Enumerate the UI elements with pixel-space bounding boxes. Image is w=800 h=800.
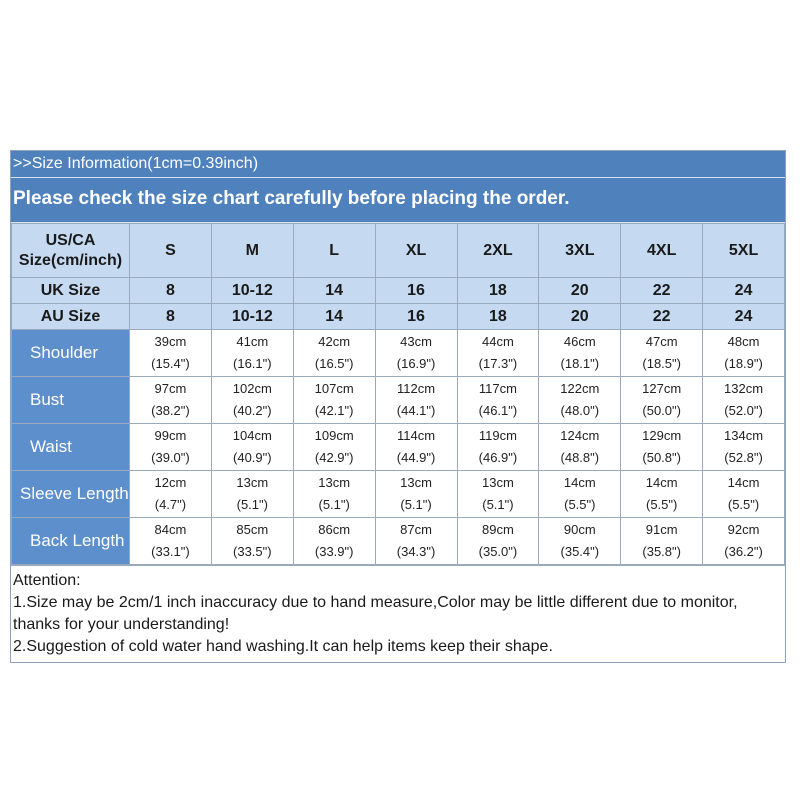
measurement-label: Sleeve Length bbox=[12, 471, 130, 518]
measurement-cell bbox=[621, 424, 703, 471]
measurement-cell bbox=[211, 424, 293, 471]
measurement-cell bbox=[457, 330, 539, 377]
cm-value: 42cm bbox=[318, 334, 351, 349]
au-size-label: AU Size bbox=[12, 304, 130, 330]
cm-value: 14cm bbox=[563, 475, 596, 490]
inch-value: (48.0") bbox=[560, 403, 600, 418]
cm-value: 107cm bbox=[314, 381, 354, 396]
cm-value: 46cm bbox=[563, 334, 596, 349]
measurement-cell bbox=[130, 330, 212, 377]
uk-size-row bbox=[12, 278, 785, 304]
size-chart bbox=[10, 150, 786, 663]
cm-value: 122cm bbox=[560, 381, 600, 396]
cm-value: 13cm bbox=[482, 475, 514, 490]
measurement-cell bbox=[621, 377, 703, 424]
measurement-cell bbox=[211, 518, 293, 565]
measurement-cell bbox=[703, 424, 785, 471]
inch-value: (5.5") bbox=[646, 497, 678, 512]
attention-notes bbox=[11, 565, 785, 662]
uk-size-cell: 20 bbox=[539, 278, 621, 304]
measurement-cell bbox=[703, 330, 785, 377]
inch-value: (4.7") bbox=[154, 497, 187, 512]
inch-value: (33.1") bbox=[151, 544, 190, 559]
au-size-cell: 16 bbox=[375, 304, 457, 330]
cm-value: 119cm bbox=[478, 428, 517, 443]
measurement-cell bbox=[211, 377, 293, 424]
measurement-row bbox=[12, 330, 785, 377]
measurement-row bbox=[12, 424, 785, 471]
measurement-cell bbox=[130, 377, 212, 424]
inch-value: (46.1") bbox=[478, 403, 518, 418]
uk-size-cell: 22 bbox=[621, 278, 703, 304]
inch-value: (35.4") bbox=[560, 544, 600, 559]
inch-value: (50.0") bbox=[642, 403, 681, 418]
au-size-cell: 18 bbox=[457, 304, 539, 330]
inch-value: (17.3") bbox=[478, 356, 518, 371]
cm-value: 86cm bbox=[318, 522, 351, 537]
measurement-label: Back Length bbox=[12, 518, 130, 565]
measurement-cell bbox=[703, 471, 785, 518]
measurement-label: Shoulder bbox=[12, 330, 130, 377]
size-header-cell: 3XL bbox=[539, 224, 621, 278]
inch-value: (15.4") bbox=[151, 356, 190, 371]
measurement-row bbox=[12, 471, 785, 518]
au-size-cell: 14 bbox=[293, 304, 375, 330]
inch-value: (38.2") bbox=[151, 403, 190, 418]
uk-size-cell: 18 bbox=[457, 278, 539, 304]
attention-note-1: 1.Size may be 2cm/1 inch inaccuracy due to hand measure,Color may be little different due to monitor, thanks for your understanding! bbox=[13, 594, 738, 633]
cm-value: 14cm bbox=[645, 475, 678, 490]
inch-value: (50.8") bbox=[642, 450, 681, 465]
cm-value: 129cm bbox=[642, 428, 682, 443]
size-info-banner: >>Size Information(1cm=0.39inch) bbox=[11, 151, 785, 178]
inch-value: (16.5") bbox=[314, 356, 354, 371]
uk-size-cell: 14 bbox=[293, 278, 375, 304]
measurement-cell bbox=[703, 518, 785, 565]
cm-value: 47cm bbox=[645, 334, 678, 349]
inch-value: (5.5") bbox=[727, 497, 760, 512]
measurement-cell bbox=[457, 471, 539, 518]
cm-value: 134cm bbox=[724, 428, 764, 443]
inch-value: (18.1") bbox=[560, 356, 600, 371]
inch-value: (18.5") bbox=[642, 356, 681, 371]
inch-value: (42.1") bbox=[314, 403, 354, 418]
cm-value: 85cm bbox=[236, 522, 269, 537]
cm-value: 41cm bbox=[236, 334, 269, 349]
measurement-cell bbox=[539, 518, 621, 565]
size-table bbox=[11, 223, 785, 565]
cm-value: 127cm bbox=[642, 381, 682, 396]
measurement-cell bbox=[293, 471, 375, 518]
instruction-banner: Please check the size chart carefully before placing the order. bbox=[11, 178, 785, 223]
cm-value: 43cm bbox=[400, 334, 432, 349]
cm-value: 124cm bbox=[560, 428, 600, 443]
measurement-cell bbox=[457, 424, 539, 471]
measurement-cell bbox=[375, 518, 457, 565]
inch-value: (18.9") bbox=[724, 356, 763, 371]
inch-value: (36.2") bbox=[724, 544, 763, 559]
measurement-cell bbox=[211, 330, 293, 377]
cm-value: 97cm bbox=[154, 381, 187, 396]
uk-size-label: UK Size bbox=[12, 278, 130, 304]
measurement-cell bbox=[457, 518, 539, 565]
measurement-cell bbox=[293, 330, 375, 377]
cm-value: 44cm bbox=[482, 334, 514, 349]
cm-value: 14cm bbox=[727, 475, 760, 490]
measurement-label: Waist bbox=[12, 424, 130, 471]
measurement-cell bbox=[130, 518, 212, 565]
size-header-cell: M bbox=[211, 224, 293, 278]
cm-value: 12cm bbox=[154, 475, 187, 490]
inch-value: (48.8") bbox=[560, 450, 600, 465]
inch-value: (35.0") bbox=[478, 544, 518, 559]
corner-label bbox=[12, 224, 130, 278]
cm-value: 13cm bbox=[236, 475, 269, 490]
cm-value: 109cm bbox=[314, 428, 354, 443]
attention-note-2: 2.Suggestion of cold water hand washing.It can help items keep their shape. bbox=[13, 638, 553, 655]
cm-value: 132cm bbox=[724, 381, 764, 396]
measurement-cell bbox=[375, 424, 457, 471]
inch-value: (5.1") bbox=[482, 497, 514, 512]
inch-value: (5.1") bbox=[400, 497, 432, 512]
inch-value: (42.9") bbox=[314, 450, 354, 465]
inch-value: (39.0") bbox=[151, 450, 190, 465]
cm-value: 39cm bbox=[154, 334, 187, 349]
measurement-row bbox=[12, 377, 785, 424]
inch-value: (33.9") bbox=[314, 544, 354, 559]
cm-value: 84cm bbox=[154, 522, 187, 537]
cm-value: 102cm bbox=[232, 381, 272, 396]
cm-value: 117cm bbox=[478, 381, 517, 396]
uk-size-cell: 24 bbox=[703, 278, 785, 304]
measurement-cell bbox=[293, 377, 375, 424]
measurement-cell bbox=[539, 330, 621, 377]
measurement-cell bbox=[621, 471, 703, 518]
inch-value: (44.1") bbox=[396, 403, 436, 418]
inch-value: (34.3") bbox=[396, 544, 436, 559]
inch-value: (40.9") bbox=[233, 450, 272, 465]
cm-value: 92cm bbox=[727, 522, 760, 537]
inch-value: (33.5") bbox=[233, 544, 272, 559]
au-size-cell: 8 bbox=[130, 304, 212, 330]
corner-label-line2: Size(cm/inch) bbox=[18, 251, 123, 269]
size-header-cell: 5XL bbox=[703, 224, 785, 278]
cm-value: 90cm bbox=[563, 522, 596, 537]
measurement-cell bbox=[539, 377, 621, 424]
inch-value: (40.2") bbox=[233, 403, 272, 418]
au-size-cell: 10-12 bbox=[211, 304, 293, 330]
measurement-cell bbox=[375, 330, 457, 377]
cm-value: 48cm bbox=[727, 334, 760, 349]
measurement-cell bbox=[375, 471, 457, 518]
au-size-row bbox=[12, 304, 785, 330]
measurement-cell bbox=[130, 424, 212, 471]
cm-value: 89cm bbox=[482, 522, 514, 537]
measurement-cell bbox=[539, 424, 621, 471]
inch-value: (5.5") bbox=[564, 497, 596, 512]
inch-value: (46.9") bbox=[478, 450, 518, 465]
cm-value: 13cm bbox=[400, 475, 432, 490]
cm-value: 114cm bbox=[397, 428, 436, 443]
uk-size-cell: 16 bbox=[375, 278, 457, 304]
measurement-cell bbox=[211, 471, 293, 518]
measurement-label: Bust bbox=[12, 377, 130, 424]
cm-value: 91cm bbox=[645, 522, 678, 537]
measurement-cell bbox=[621, 330, 703, 377]
inch-value: (16.1") bbox=[233, 356, 272, 371]
measurement-cell bbox=[375, 377, 457, 424]
inch-value: (52.8") bbox=[724, 450, 763, 465]
measurement-cell bbox=[293, 424, 375, 471]
au-size-cell: 24 bbox=[703, 304, 785, 330]
measurement-cell bbox=[703, 377, 785, 424]
au-size-cell: 20 bbox=[539, 304, 621, 330]
inch-value: (5.1") bbox=[318, 497, 350, 512]
uk-size-cell: 8 bbox=[130, 278, 212, 304]
measurement-cell bbox=[293, 518, 375, 565]
cm-value: 104cm bbox=[232, 428, 272, 443]
inch-value: (16.9") bbox=[396, 356, 436, 371]
uk-size-cell: 10-12 bbox=[211, 278, 293, 304]
measurement-cell bbox=[539, 471, 621, 518]
cm-value: 99cm bbox=[154, 428, 187, 443]
measurement-cell bbox=[130, 471, 212, 518]
inch-value: (35.8") bbox=[642, 544, 681, 559]
inch-value: (52.0") bbox=[724, 403, 763, 418]
size-header-row bbox=[12, 224, 785, 278]
size-header-cell: 2XL bbox=[457, 224, 539, 278]
corner-label-line1: US/CA bbox=[45, 231, 96, 249]
cm-value: 13cm bbox=[318, 475, 351, 490]
au-size-cell: 22 bbox=[621, 304, 703, 330]
inch-value: (44.9") bbox=[396, 450, 436, 465]
cm-value: 112cm bbox=[397, 381, 436, 396]
inch-value: (5.1") bbox=[236, 497, 268, 512]
size-header-cell: XL bbox=[375, 224, 457, 278]
size-header-cell: S bbox=[130, 224, 212, 278]
cm-value: 87cm bbox=[400, 522, 432, 537]
measurement-row bbox=[12, 518, 785, 565]
size-header-cell: 4XL bbox=[621, 224, 703, 278]
measurement-cell bbox=[457, 377, 539, 424]
size-header-cell: L bbox=[293, 224, 375, 278]
measurement-cell bbox=[621, 518, 703, 565]
attention-title: Attention: bbox=[13, 572, 81, 589]
